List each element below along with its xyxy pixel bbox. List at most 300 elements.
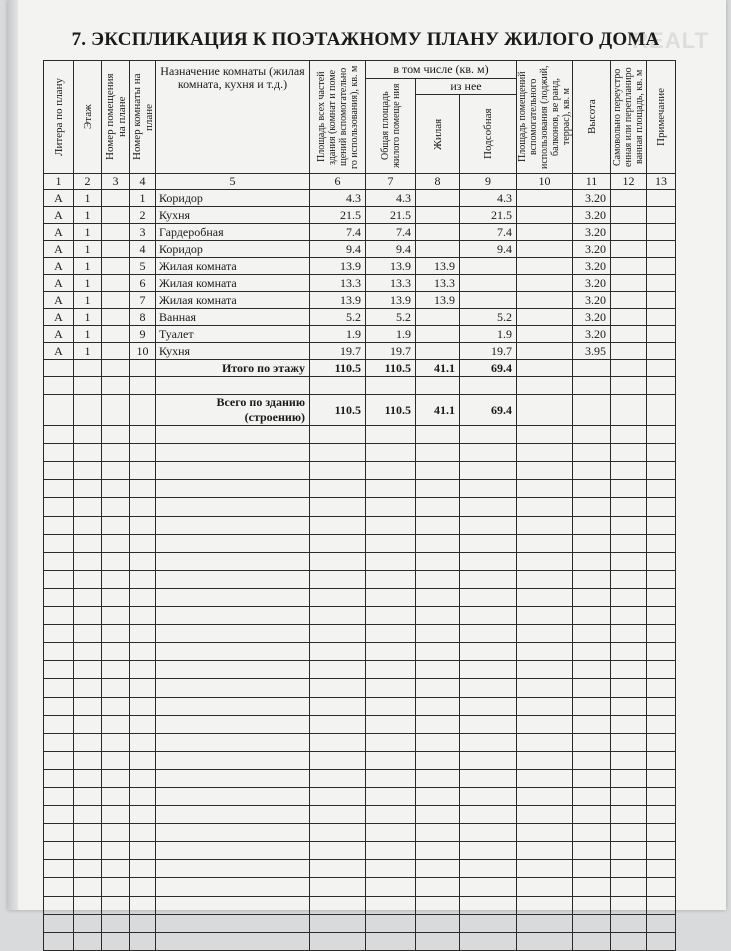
empty-cell <box>366 462 416 480</box>
empty-cell <box>517 806 573 824</box>
empty-cell <box>102 395 130 426</box>
empty-row <box>44 896 676 914</box>
empty-cell <box>44 552 74 570</box>
empty-cell <box>460 462 517 480</box>
empty-cell <box>573 360 611 377</box>
cell-living <box>416 326 460 343</box>
empty-cell <box>44 534 74 552</box>
empty-cell <box>573 462 611 480</box>
cell-height: 3.20 <box>573 224 611 241</box>
empty-cell <box>647 896 676 914</box>
cell-height: 3.95 <box>573 343 611 360</box>
empty-cell <box>44 588 74 606</box>
empty-cell <box>44 769 74 787</box>
empty-cell <box>517 570 573 588</box>
empty-cell <box>130 643 156 661</box>
empty-row <box>44 588 676 606</box>
empty-cell <box>74 896 102 914</box>
empty-row <box>44 733 676 751</box>
empty-cell <box>310 534 366 552</box>
empty-cell <box>74 480 102 498</box>
cell-unauthorized <box>611 326 647 343</box>
cell-room-name: Жилая комната <box>156 275 310 292</box>
cell-premise <box>102 326 130 343</box>
cell-total-area: 9.4 <box>310 241 366 258</box>
empty-cell <box>611 661 647 679</box>
header-in-total-group: в том числе (кв. м) <box>366 61 517 79</box>
empty-cell <box>611 607 647 625</box>
empty-cell <box>517 588 573 606</box>
column-number: 7 <box>366 174 416 190</box>
empty-cell <box>366 842 416 860</box>
empty-cell <box>130 697 156 715</box>
empty-cell <box>102 480 130 498</box>
empty-cell <box>366 588 416 606</box>
empty-cell <box>156 462 310 480</box>
empty-cell <box>310 932 366 950</box>
empty-cell <box>573 733 611 751</box>
empty-cell <box>74 516 102 534</box>
empty-cell <box>310 914 366 932</box>
cell-floor: 1 <box>74 190 102 207</box>
cell-total-area: 13.9 <box>310 292 366 309</box>
empty-cell <box>102 444 130 462</box>
empty-cell <box>156 661 310 679</box>
empty-cell <box>416 896 460 914</box>
empty-cell <box>611 860 647 878</box>
empty-cell <box>130 607 156 625</box>
empty-cell <box>156 932 310 950</box>
empty-cell <box>102 570 130 588</box>
cell-height: 3.20 <box>573 326 611 343</box>
empty-cell <box>130 377 156 395</box>
header-of-which-group: из нее <box>416 79 517 95</box>
empty-cell <box>310 733 366 751</box>
cell-liter: А <box>44 207 74 224</box>
empty-cell <box>156 570 310 588</box>
cell-room-name: Жилая комната <box>156 258 310 275</box>
cell-height: 3.20 <box>573 241 611 258</box>
empty-cell <box>130 824 156 842</box>
empty-cell <box>366 498 416 516</box>
empty-cell <box>74 661 102 679</box>
empty-cell <box>573 679 611 697</box>
cell-unauthorized <box>611 258 647 275</box>
empty-cell <box>74 679 102 697</box>
cell-room-name: Коридор <box>156 241 310 258</box>
empty-cell <box>647 480 676 498</box>
cell-liter: А <box>44 292 74 309</box>
empty-cell <box>517 733 573 751</box>
empty-cell <box>156 860 310 878</box>
empty-row <box>44 444 676 462</box>
empty-cell <box>611 697 647 715</box>
empty-cell <box>647 360 676 377</box>
empty-cell <box>366 552 416 570</box>
empty-cell <box>647 552 676 570</box>
empty-cell <box>44 395 74 426</box>
empty-cell <box>102 697 130 715</box>
empty-cell <box>130 552 156 570</box>
empty-cell <box>74 787 102 805</box>
empty-cell <box>573 896 611 914</box>
cell-room-name: Жилая комната <box>156 292 310 309</box>
empty-row <box>44 607 676 625</box>
empty-cell <box>74 395 102 426</box>
empty-cell <box>102 498 130 516</box>
cell-room-name: Ванная <box>156 309 310 326</box>
cell-total-area: 1.9 <box>310 326 366 343</box>
cell-auxiliary <box>460 275 517 292</box>
empty-cell <box>102 426 130 444</box>
empty-cell <box>102 516 130 534</box>
empty-cell <box>647 570 676 588</box>
empty-cell <box>611 842 647 860</box>
empty-cell <box>647 516 676 534</box>
empty-cell <box>156 806 310 824</box>
empty-cell <box>44 715 74 733</box>
cell-height: 3.20 <box>573 207 611 224</box>
cell-height: 3.20 <box>573 275 611 292</box>
empty-cell <box>156 480 310 498</box>
empty-cell <box>517 679 573 697</box>
empty-cell <box>44 878 74 896</box>
empty-row <box>44 769 676 787</box>
empty-cell <box>102 534 130 552</box>
empty-cell <box>647 444 676 462</box>
empty-cell <box>366 914 416 932</box>
empty-cell <box>460 534 517 552</box>
empty-row <box>44 860 676 878</box>
empty-cell <box>611 751 647 769</box>
empty-cell <box>74 360 102 377</box>
empty-row <box>44 643 676 661</box>
empty-cell <box>573 516 611 534</box>
empty-cell <box>156 377 310 395</box>
cell-unauthorized <box>611 343 647 360</box>
empty-cell <box>460 824 517 842</box>
cell-aux-area <box>517 326 573 343</box>
empty-cell <box>460 588 517 606</box>
cell-living-total: 19.7 <box>366 343 416 360</box>
cell-auxiliary: 5.2 <box>460 309 517 326</box>
header-height: Высота <box>573 61 611 174</box>
empty-cell <box>102 806 130 824</box>
cell-room-number: 4 <box>130 241 156 258</box>
cell-floor: 1 <box>74 343 102 360</box>
page-edge <box>8 0 18 910</box>
empty-cell <box>44 896 74 914</box>
empty-cell <box>44 570 74 588</box>
empty-cell <box>647 733 676 751</box>
empty-cell <box>611 534 647 552</box>
empty-cell <box>573 914 611 932</box>
floor-total-row <box>44 360 676 377</box>
empty-cell <box>310 860 366 878</box>
table-row <box>44 326 676 343</box>
empty-cell <box>647 625 676 643</box>
cell-auxiliary: 9.4 <box>460 241 517 258</box>
empty-cell <box>573 570 611 588</box>
empty-cell <box>130 878 156 896</box>
cell-living <box>416 241 460 258</box>
empty-cell <box>130 588 156 606</box>
cell-total-area: 5.2 <box>310 309 366 326</box>
empty-cell <box>366 661 416 679</box>
empty-cell <box>156 751 310 769</box>
empty-cell <box>366 679 416 697</box>
cell-room-number: 1 <box>130 190 156 207</box>
empty-cell <box>416 661 460 679</box>
empty-row <box>44 625 676 643</box>
empty-row <box>44 377 676 395</box>
empty-cell <box>611 806 647 824</box>
empty-cell <box>517 444 573 462</box>
empty-cell <box>130 860 156 878</box>
empty-cell <box>44 462 74 480</box>
empty-cell <box>416 715 460 733</box>
empty-cell <box>130 444 156 462</box>
empty-row <box>44 697 676 715</box>
empty-cell <box>416 824 460 842</box>
empty-cell <box>460 878 517 896</box>
cell-note <box>647 292 676 309</box>
empty-cell <box>573 697 611 715</box>
empty-cell <box>517 860 573 878</box>
empty-cell <box>74 715 102 733</box>
empty-cell <box>74 377 102 395</box>
empty-cell <box>310 751 366 769</box>
empty-cell <box>573 661 611 679</box>
cell-note <box>647 309 676 326</box>
empty-cell <box>130 932 156 950</box>
cell-living-total: 13.9 <box>366 292 416 309</box>
empty-cell <box>460 715 517 733</box>
empty-cell <box>460 625 517 643</box>
empty-cell <box>366 878 416 896</box>
empty-cell <box>611 516 647 534</box>
empty-cell <box>647 787 676 805</box>
cell-living-total: 21.5 <box>366 207 416 224</box>
empty-cell <box>573 824 611 842</box>
cell-note <box>647 258 676 275</box>
empty-cell <box>366 806 416 824</box>
empty-cell <box>460 426 517 444</box>
empty-cell <box>156 896 310 914</box>
cell-note <box>647 241 676 258</box>
empty-cell <box>366 733 416 751</box>
empty-cell <box>517 395 573 426</box>
empty-cell <box>310 878 366 896</box>
empty-cell <box>416 697 460 715</box>
empty-cell <box>130 498 156 516</box>
cell-height: 3.20 <box>573 190 611 207</box>
empty-cell <box>366 607 416 625</box>
cell-floor: 1 <box>74 275 102 292</box>
empty-cell <box>44 679 74 697</box>
empty-cell <box>74 570 102 588</box>
empty-cell <box>74 914 102 932</box>
empty-cell <box>517 377 573 395</box>
cell-living: 13.3 <box>416 275 460 292</box>
watermark: REALT <box>632 28 709 53</box>
cell-liter: А <box>44 309 74 326</box>
cell-living-total: 13.9 <box>366 258 416 275</box>
cell-room-number: 7 <box>130 292 156 309</box>
building-total-row-living-total: 110.5 <box>366 395 416 426</box>
floor-total-row-total: 110.5 <box>310 360 366 377</box>
empty-cell <box>74 733 102 751</box>
table-row <box>44 275 676 292</box>
empty-cell <box>366 516 416 534</box>
cell-premise <box>102 309 130 326</box>
empty-cell <box>130 516 156 534</box>
empty-cell <box>517 607 573 625</box>
page-title: 7. ЭКСПЛИКАЦИЯ К ПОЭТАЖНОМУ ПЛАНУ ЖИЛОГО ДОМА <box>71 29 660 50</box>
table-row <box>44 292 676 309</box>
empty-cell <box>130 462 156 480</box>
empty-cell <box>156 842 310 860</box>
empty-cell <box>416 932 460 950</box>
cell-aux-area <box>517 207 573 224</box>
empty-cell <box>130 751 156 769</box>
empty-cell <box>156 516 310 534</box>
empty-cell <box>366 426 416 444</box>
empty-cell <box>647 395 676 426</box>
empty-row <box>44 534 676 552</box>
empty-cell <box>366 932 416 950</box>
cell-total-area: 13.3 <box>310 275 366 292</box>
cell-room-number: 5 <box>130 258 156 275</box>
cell-floor: 1 <box>74 224 102 241</box>
empty-cell <box>647 878 676 896</box>
empty-cell <box>460 896 517 914</box>
empty-cell <box>102 769 130 787</box>
column-number: 9 <box>460 174 517 190</box>
empty-cell <box>517 697 573 715</box>
cell-living-total: 1.9 <box>366 326 416 343</box>
empty-cell <box>130 625 156 643</box>
empty-cell <box>74 462 102 480</box>
empty-cell <box>310 480 366 498</box>
cell-premise <box>102 343 130 360</box>
empty-cell <box>647 588 676 606</box>
empty-row <box>44 552 676 570</box>
empty-cell <box>647 824 676 842</box>
empty-cell <box>130 570 156 588</box>
empty-cell <box>130 914 156 932</box>
empty-cell <box>611 395 647 426</box>
cell-note <box>647 343 676 360</box>
empty-cell <box>647 661 676 679</box>
table-row <box>44 309 676 326</box>
empty-cell <box>647 607 676 625</box>
empty-cell <box>573 787 611 805</box>
empty-cell <box>44 914 74 932</box>
empty-cell <box>74 932 102 950</box>
empty-cell <box>74 643 102 661</box>
empty-cell <box>416 842 460 860</box>
empty-cell <box>156 426 310 444</box>
cell-room-name: Коридор <box>156 190 310 207</box>
cell-liter: А <box>44 241 74 258</box>
empty-cell <box>416 751 460 769</box>
empty-cell <box>517 498 573 516</box>
empty-cell <box>647 377 676 395</box>
cell-total-area: 13.9 <box>310 258 366 275</box>
empty-cell <box>74 444 102 462</box>
empty-cell <box>130 480 156 498</box>
empty-cell <box>310 625 366 643</box>
empty-cell <box>573 715 611 733</box>
cell-liter: А <box>44 190 74 207</box>
cell-unauthorized <box>611 241 647 258</box>
empty-cell <box>310 661 366 679</box>
cell-living-total: 5.2 <box>366 309 416 326</box>
table-row <box>44 224 676 241</box>
empty-cell <box>647 914 676 932</box>
empty-cell <box>416 426 460 444</box>
empty-cell <box>611 552 647 570</box>
empty-cell <box>611 377 647 395</box>
empty-cell <box>460 914 517 932</box>
empty-cell <box>74 552 102 570</box>
empty-row <box>44 516 676 534</box>
empty-cell <box>102 824 130 842</box>
empty-cell <box>366 769 416 787</box>
column-number: 10 <box>517 174 573 190</box>
column-number: 2 <box>74 174 102 190</box>
cell-auxiliary: 21.5 <box>460 207 517 224</box>
empty-cell <box>460 806 517 824</box>
empty-cell <box>44 498 74 516</box>
empty-cell <box>156 787 310 805</box>
cell-aux-area <box>517 275 573 292</box>
empty-cell <box>130 426 156 444</box>
table-row <box>44 241 676 258</box>
cell-premise <box>102 190 130 207</box>
empty-row <box>44 751 676 769</box>
empty-cell <box>44 377 74 395</box>
empty-cell <box>460 607 517 625</box>
empty-cell <box>366 534 416 552</box>
column-number: 6 <box>310 174 366 190</box>
empty-row <box>44 715 676 733</box>
empty-cell <box>102 733 130 751</box>
empty-cell <box>573 751 611 769</box>
cell-living <box>416 207 460 224</box>
empty-cell <box>460 661 517 679</box>
column-number: 11 <box>573 174 611 190</box>
cell-total-area: 21.5 <box>310 207 366 224</box>
empty-row <box>44 426 676 444</box>
empty-cell <box>517 715 573 733</box>
cell-unauthorized <box>611 275 647 292</box>
cell-total-area: 7.4 <box>310 224 366 241</box>
empty-cell <box>460 679 517 697</box>
empty-cell <box>44 824 74 842</box>
empty-cell <box>366 824 416 842</box>
empty-cell <box>460 842 517 860</box>
empty-cell <box>647 498 676 516</box>
empty-cell <box>156 498 310 516</box>
column-number: 12 <box>611 174 647 190</box>
empty-cell <box>517 878 573 896</box>
cell-height: 3.20 <box>573 309 611 326</box>
empty-row <box>44 932 676 950</box>
header-floor: Этаж <box>74 61 102 174</box>
empty-cell <box>611 896 647 914</box>
